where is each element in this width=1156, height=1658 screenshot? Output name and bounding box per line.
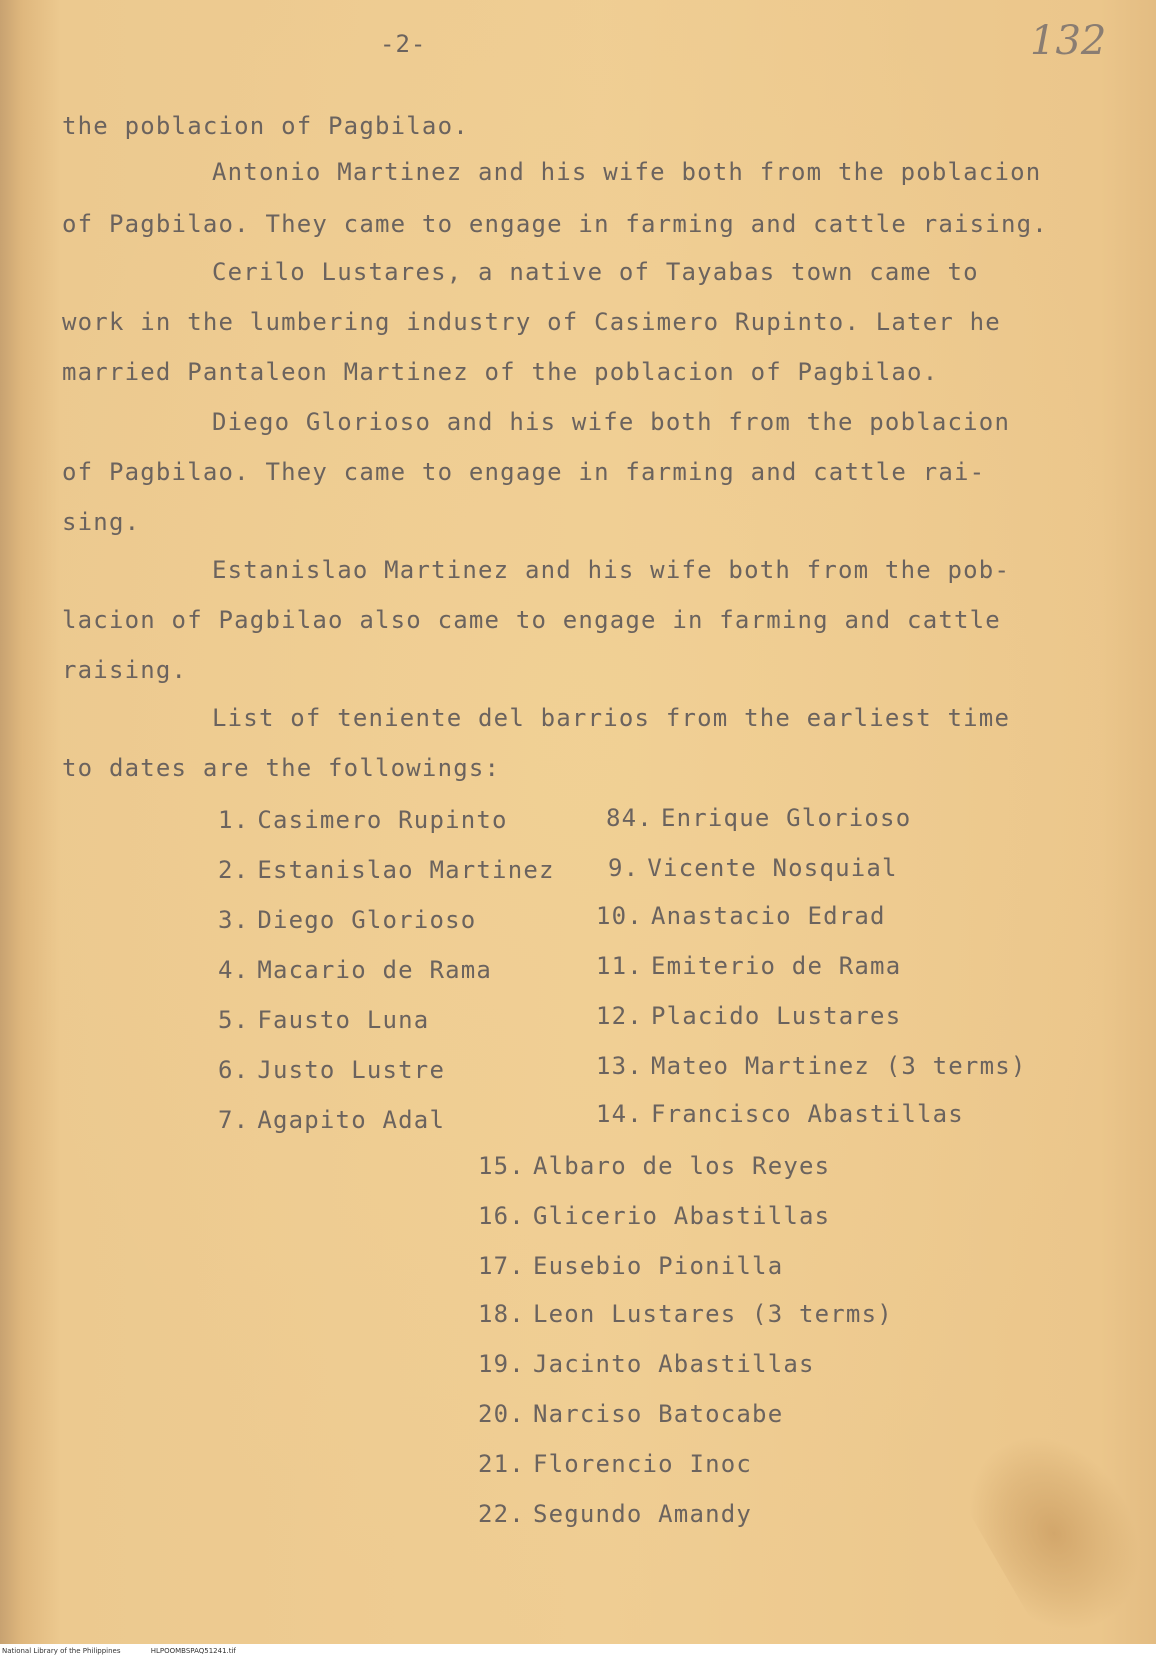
list-item: 7. Agapito Adal [218,1106,446,1134]
list-item: 21. Florencio Inoc [478,1450,753,1478]
list-item: 13. Mateo Martinez (3 terms) [596,1052,1027,1080]
list-item: 20. Narciso Batocabe [478,1400,784,1428]
body-line: married Pantaleon Martinez of the poblacion of Pagbilao. [62,358,939,386]
body-line: to dates are the followings: [62,754,501,782]
body-line: sing. [62,508,141,536]
page-number: -2- [380,30,427,58]
list-item: 11. Emiterio de Rama [596,952,902,980]
list-item: 12. Placido Lustares [596,1002,902,1030]
archive-number: 132 [1030,18,1107,64]
list-item: 15. Albaro de los Reyes [478,1152,831,1180]
list-item: 18. Leon Lustares (3 terms) [478,1300,893,1328]
footer-file: HLPOOMBSPAQ51241.tif [150,1647,236,1655]
list-item: 10. Anastacio Edrad [596,902,886,930]
body-line: Cerilo Lustares, a native of Tayabas town came to [212,258,979,286]
list-item: 5. Fausto Luna [218,1006,430,1034]
body-line: Diego Glorioso and his wife both from the poblacion [212,408,1011,436]
list-item: 19. Jacinto Abastillas [478,1350,815,1378]
list-item: 17. Eusebio Pionilla [478,1252,784,1280]
list-item: 14. Francisco Abastillas [596,1100,964,1128]
list-item: 3. Diego Glorioso [218,906,477,934]
list-item: 2. Estanislao Martinez [218,856,555,884]
body-line: lacion of Pagbilao also came to engage in farming and cattle [62,606,1001,634]
footer-library: National Library of the Philippines [2,1647,121,1655]
body-line: the poblacion of Pagbilao. [62,112,469,140]
paper-stain [949,1408,1156,1651]
list-item: 22. Segundo Amandy [478,1500,753,1528]
list-item: 84. Enrique Glorioso [606,804,912,832]
list-item: 16. Glicerio Abastillas [478,1202,831,1230]
body-line: raising. [62,656,188,684]
list-item: 9. Vicente Nosquial [608,854,898,882]
list-item: 4. Macario de Rama [218,956,493,984]
list-item: 1. Casimero Rupinto [218,806,508,834]
body-line: work in the lumbering industry of Casimero Rupinto. Later he [62,308,1001,336]
body-line: Antonio Martinez and his wife both from the poblacion [212,158,1042,186]
body-line: of Pagbilao. They came to engage in farming and cattle raising. [62,210,1048,238]
body-line: Estanislao Martinez and his wife both from the pob- [212,556,1011,584]
body-line: List of teniente del barrios from the earliest time [212,704,1011,732]
scan-footer [0,1644,1156,1658]
list-item: 6. Justo Lustre [218,1056,446,1084]
body-line: of Pagbilao. They came to engage in farming and cattle rai- [62,458,986,486]
